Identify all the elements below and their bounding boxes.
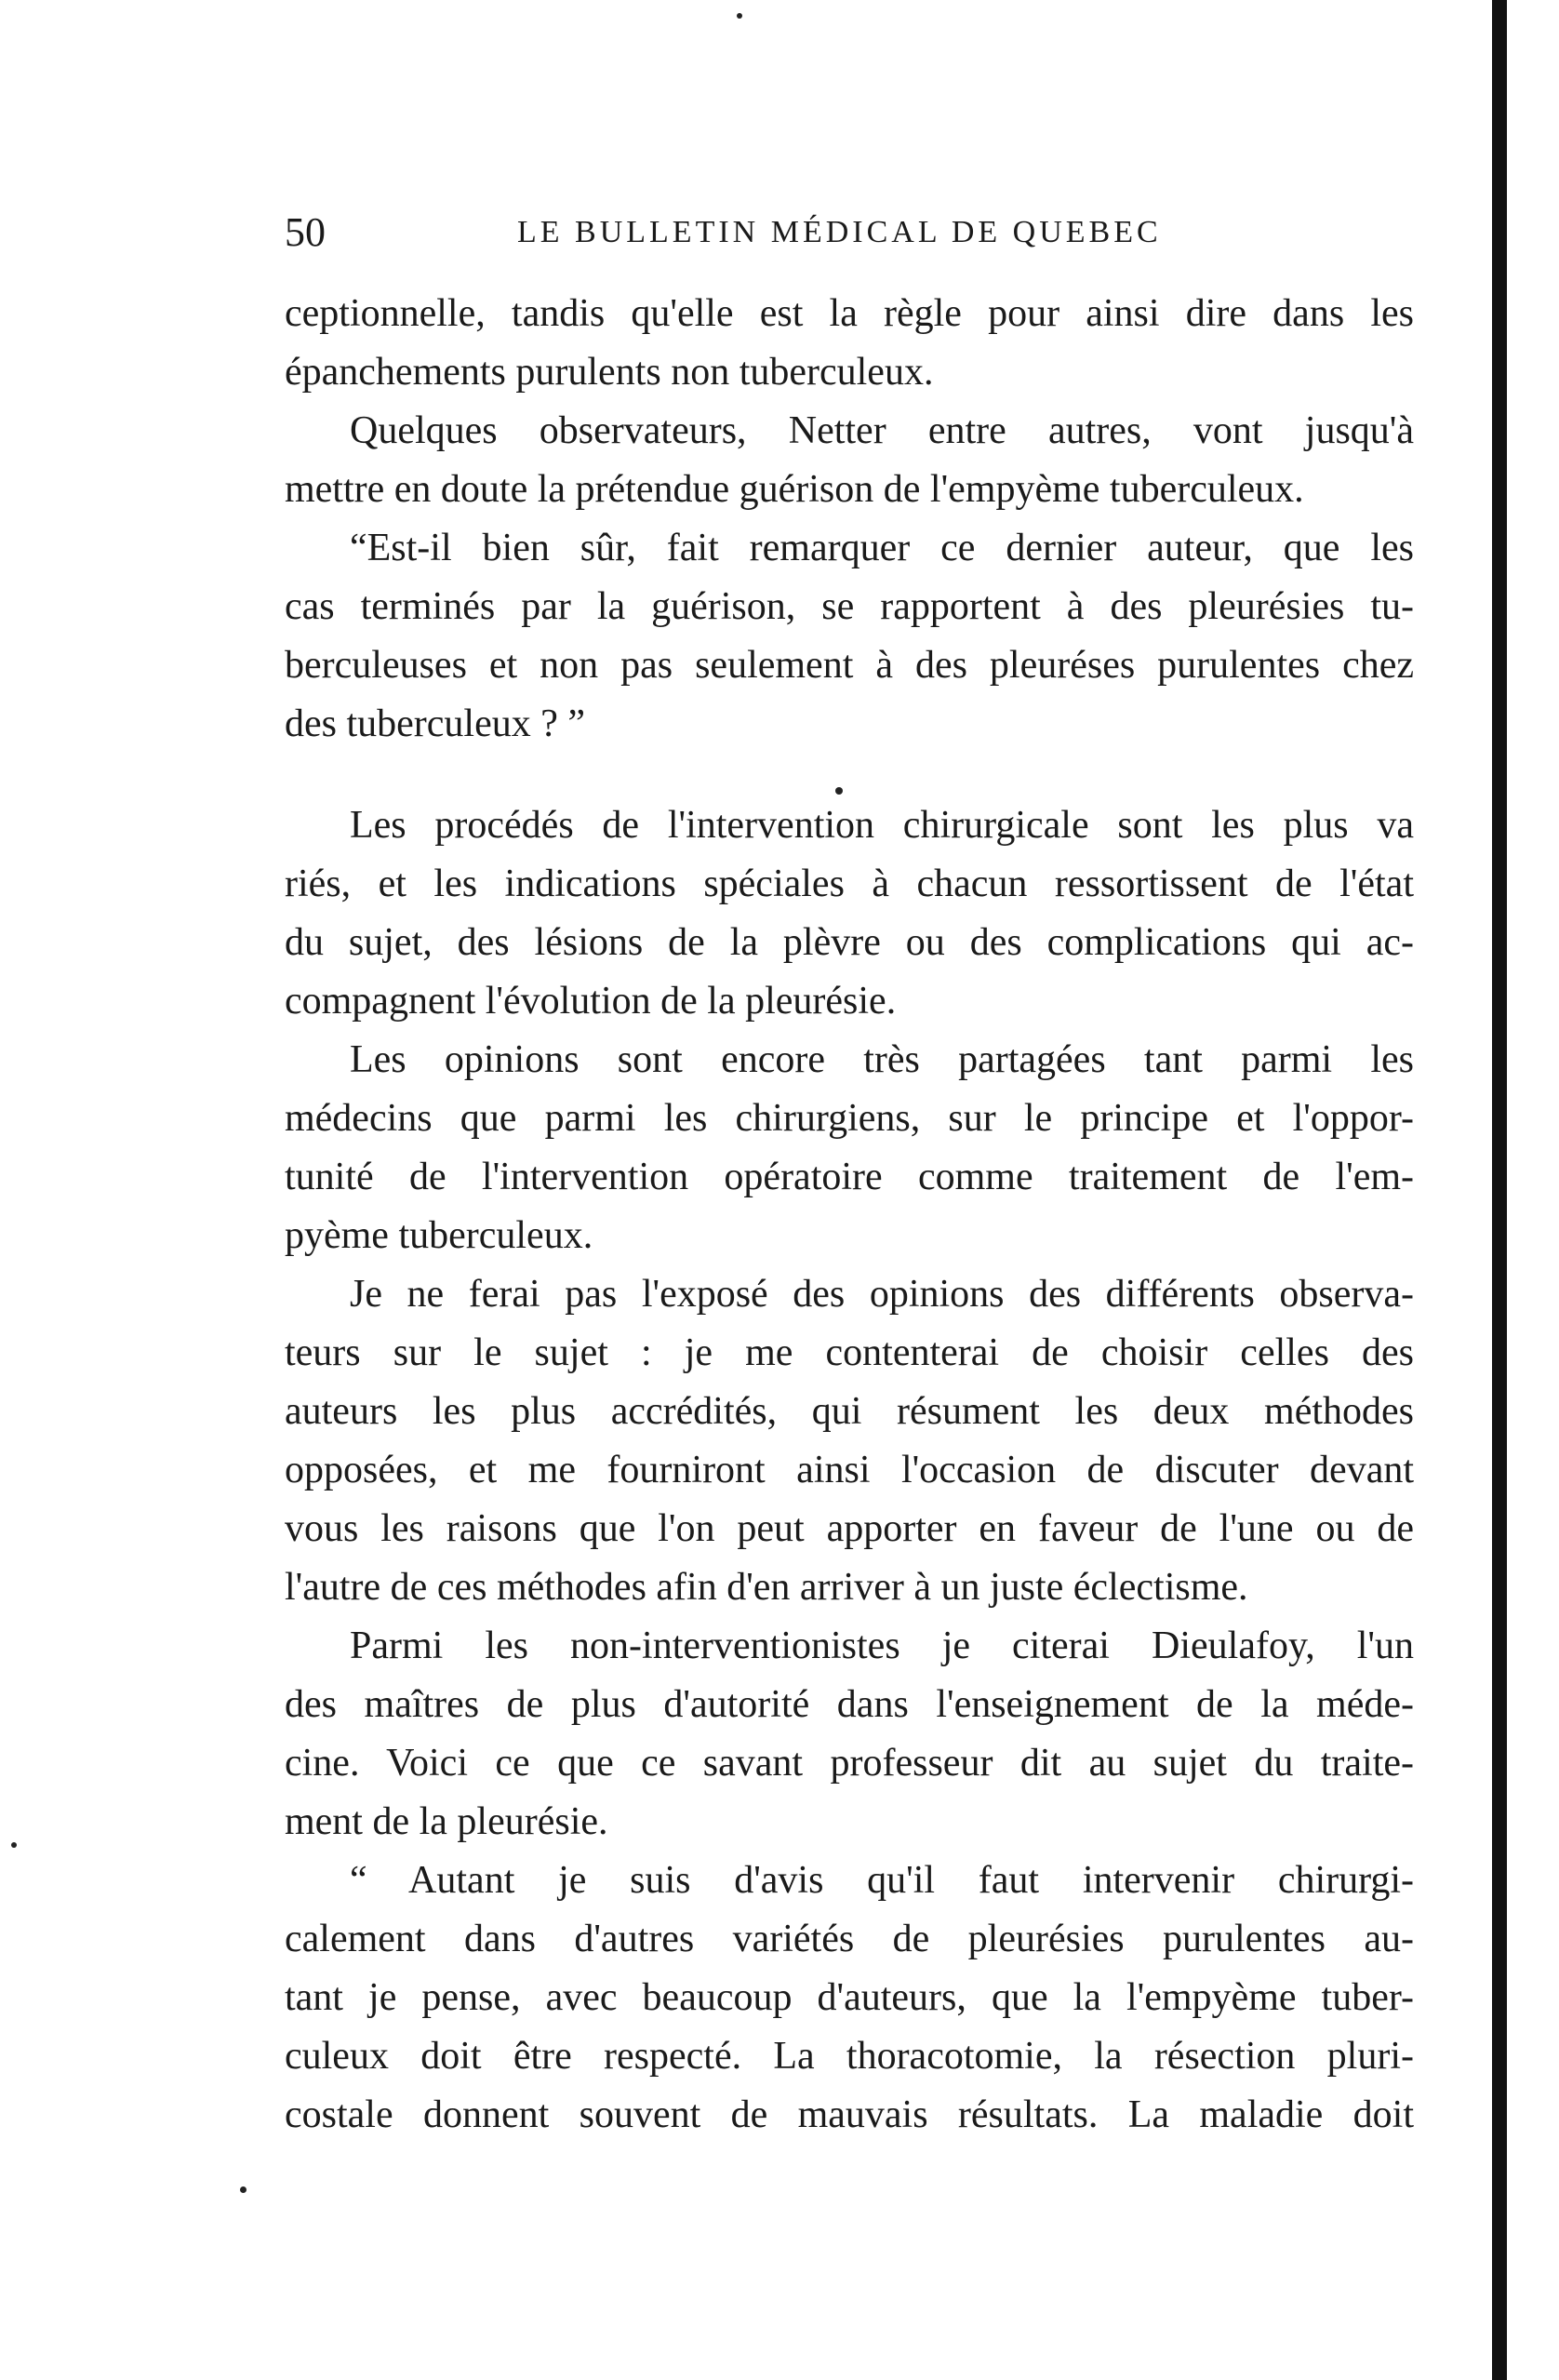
- scan-speck: [11, 1842, 17, 1848]
- text-line: des maîtres de plus d'autorité dans l'enseignement de la méde-: [285, 1683, 1414, 1726]
- text-line: du sujet, des lésions de la plèvre ou des complications qui ac-: [285, 921, 1414, 964]
- text-line: pyème tuberculeux.: [285, 1214, 593, 1257]
- section-gap: [285, 754, 1414, 796]
- page-number: 50: [285, 209, 326, 255]
- text-line: Quelques observateurs, Netter entre autres, vont jusqu'à: [350, 409, 1414, 452]
- text-line: ceptionnelle, tandis qu'elle est la règle pour ainsi dire dans les: [285, 292, 1414, 335]
- text-line: “Est-il bien sûr, fait remarquer ce dernier auteur, que les: [350, 527, 1414, 569]
- page-edge-shadow: [1492, 0, 1507, 2380]
- text-line: vous les raisons que l'on peut apporter en faveur de l'une ou de: [285, 1507, 1414, 1550]
- text-line: mettre en doute la prétendue guérison de l'empyème tuberculeux.: [285, 468, 1304, 511]
- text-line: épanchements purulents non tuberculeux.: [285, 351, 934, 394]
- text-line: cine. Voici ce que ce savant professeur dit au sujet du traite-: [285, 1742, 1414, 1785]
- text-line: tant je pense, avec beaucoup d'auteurs, que la l'empyème tuber-: [285, 1976, 1414, 2019]
- text-line: des tuberculeux ? ”: [285, 702, 586, 745]
- body-text: [285, 285, 1414, 2145]
- text-line: cas terminés par la guérison, se rapportent à des pleurésies tu-: [285, 585, 1414, 628]
- text-line: riés, et les indications spéciales à chacun ressortissent de l'état: [285, 862, 1414, 905]
- text-line: Les procédés de l'intervention chirurgicale sont les plus va: [350, 804, 1414, 847]
- text-line: Je ne ferai pas l'exposé des opinions des différents observa-: [350, 1273, 1414, 1316]
- text-line: ment de la pleurésie.: [285, 1800, 608, 1843]
- page-header: [285, 205, 1215, 261]
- text-line: compagnent l'évolution de la pleurésie.: [285, 980, 897, 1023]
- scan-speck: [835, 787, 843, 795]
- text-line: culeux doit être respecté. La thoracotomie, la résection pluri-: [285, 2035, 1414, 2078]
- text-line: opposées, et me fourniront ainsi l'occasion de discuter devant: [285, 1449, 1414, 1491]
- text-line: berculeuses et non pas seulement à des pleuréses purulentes chez: [285, 644, 1414, 687]
- running-head: LE BULLETIN MÉDICAL DE QUEBEC: [517, 215, 1162, 249]
- text-line: l'autre de ces méthodes afin d'en arriver à un juste éclectisme.: [285, 1566, 1248, 1609]
- text-line: teurs sur le sujet : je me contenterai de choisir celles des: [285, 1331, 1414, 1374]
- text-line: Les opinions sont encore très partagées tant parmi les: [350, 1038, 1414, 1081]
- text-line: costale donnent souvent de mauvais résultats. La maladie doit: [285, 2093, 1414, 2136]
- scan-speck: [737, 13, 742, 19]
- text-line: Parmi les non-interventionistes je citerai Dieulafoy, l'un: [350, 1625, 1414, 1667]
- text-line: médecins que parmi les chirurgiens, sur le principe et l'oppor-: [285, 1097, 1414, 1140]
- text-line: auteurs les plus accrédités, qui résument les deux méthodes: [285, 1390, 1414, 1433]
- text-line: “ Autant je suis d'avis qu'il faut intervenir chirurgi-: [350, 1859, 1414, 1902]
- text-line: calement dans d'autres variétés de pleurésies purulentes au-: [285, 1918, 1414, 1960]
- scan-speck: [240, 2186, 247, 2193]
- text-line: tunité de l'intervention opératoire comme traitement de l'em-: [285, 1156, 1414, 1198]
